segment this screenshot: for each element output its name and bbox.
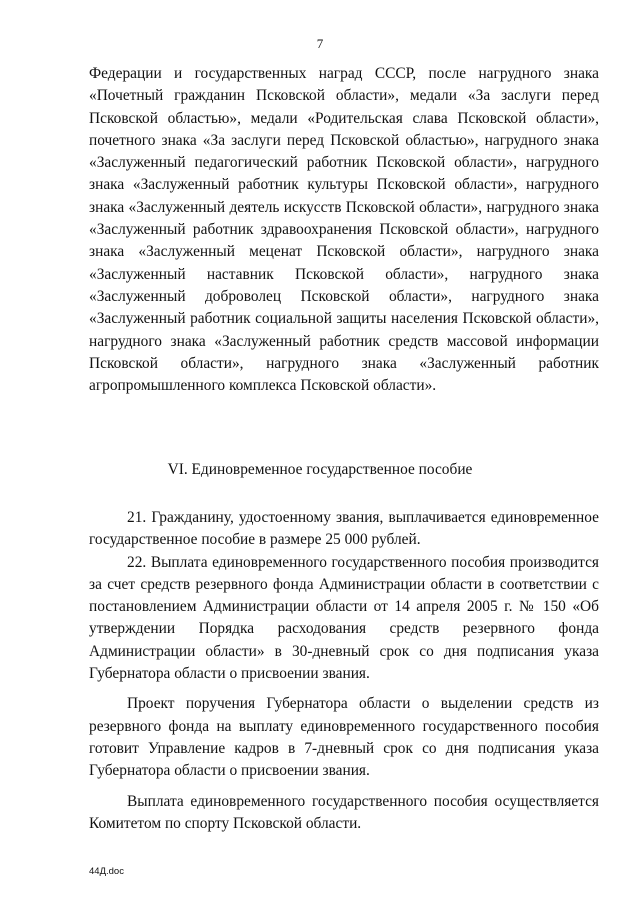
paragraph-spacer: [89, 783, 599, 791]
section-heading: VI. Единовременное государственное пособие: [167, 461, 473, 478]
paragraph-item-22: 22. Выплата единовременного государственного пособия производится за счет средств резервного фонда Администрации области в соответствии с постановлением Администрации области от 14 апреля 2005 г. № 150 «Об утверждении Порядка расходования средств резервного фонда Администрации области» в 30-дневный срок со дня подписания указа Губернатора области о присвоении звания.: [89, 553, 599, 683]
body-text-section-vi: [89, 507, 599, 835]
page-number: 7: [316, 36, 324, 51]
body-text-top: [89, 63, 599, 397]
footer-file-name: 44Д.doc: [89, 866, 124, 877]
paragraph-project: Проект поручения Губернатора области о выделении средств из резервного фонда на выплату единовременного государственного пособия готовит Управление кадров в 7-дневный срок со дня подписания указа Губернатора области о присвоении звания.: [89, 695, 599, 780]
paragraph-awards-list: Федерации и государственных наград СССР, после нагрудного знака «Почетный гражданин Псковской области», медали «За заслуги перед Псковской областью», медали «Родительская слава Псковской области», почетного знака «За заслуги перед Псковской областью», нагрудного знака «Заслуженный педагогический работник Псковской области», нагрудного знака «Заслуженный работник культуры Псковской области», нагрудного знака «Заслуженный деятель искусств Псковской области», нагрудного знака «Заслуженный работник здравоохранения Псковской области», нагрудного знака «Заслуженный меценат Псковской области», нагрудного знака «Заслуженный наставник Псковской области», нагрудного знака «Заслуженный доброволец Псковской области», нагрудного знака «Заслуженный работник социальной защиты населения Псковской области», нагрудного знака «Заслуженный работник средств массовой информации Псковской области», нагрудного знака «Заслуженный работник агропромышленного комплекса Псковской области».: [89, 65, 599, 395]
paragraph-spacer: [89, 685, 599, 693]
paragraph-item-21: 21. Гражданину, удостоенному звания, выплачивается единовременное государственное пособие в размере 25 000 рублей.: [89, 509, 599, 549]
paragraph-payment: Выплата единовременного государственного пособия осуществляется Комитетом по спорту Псковской области.: [89, 792, 599, 832]
